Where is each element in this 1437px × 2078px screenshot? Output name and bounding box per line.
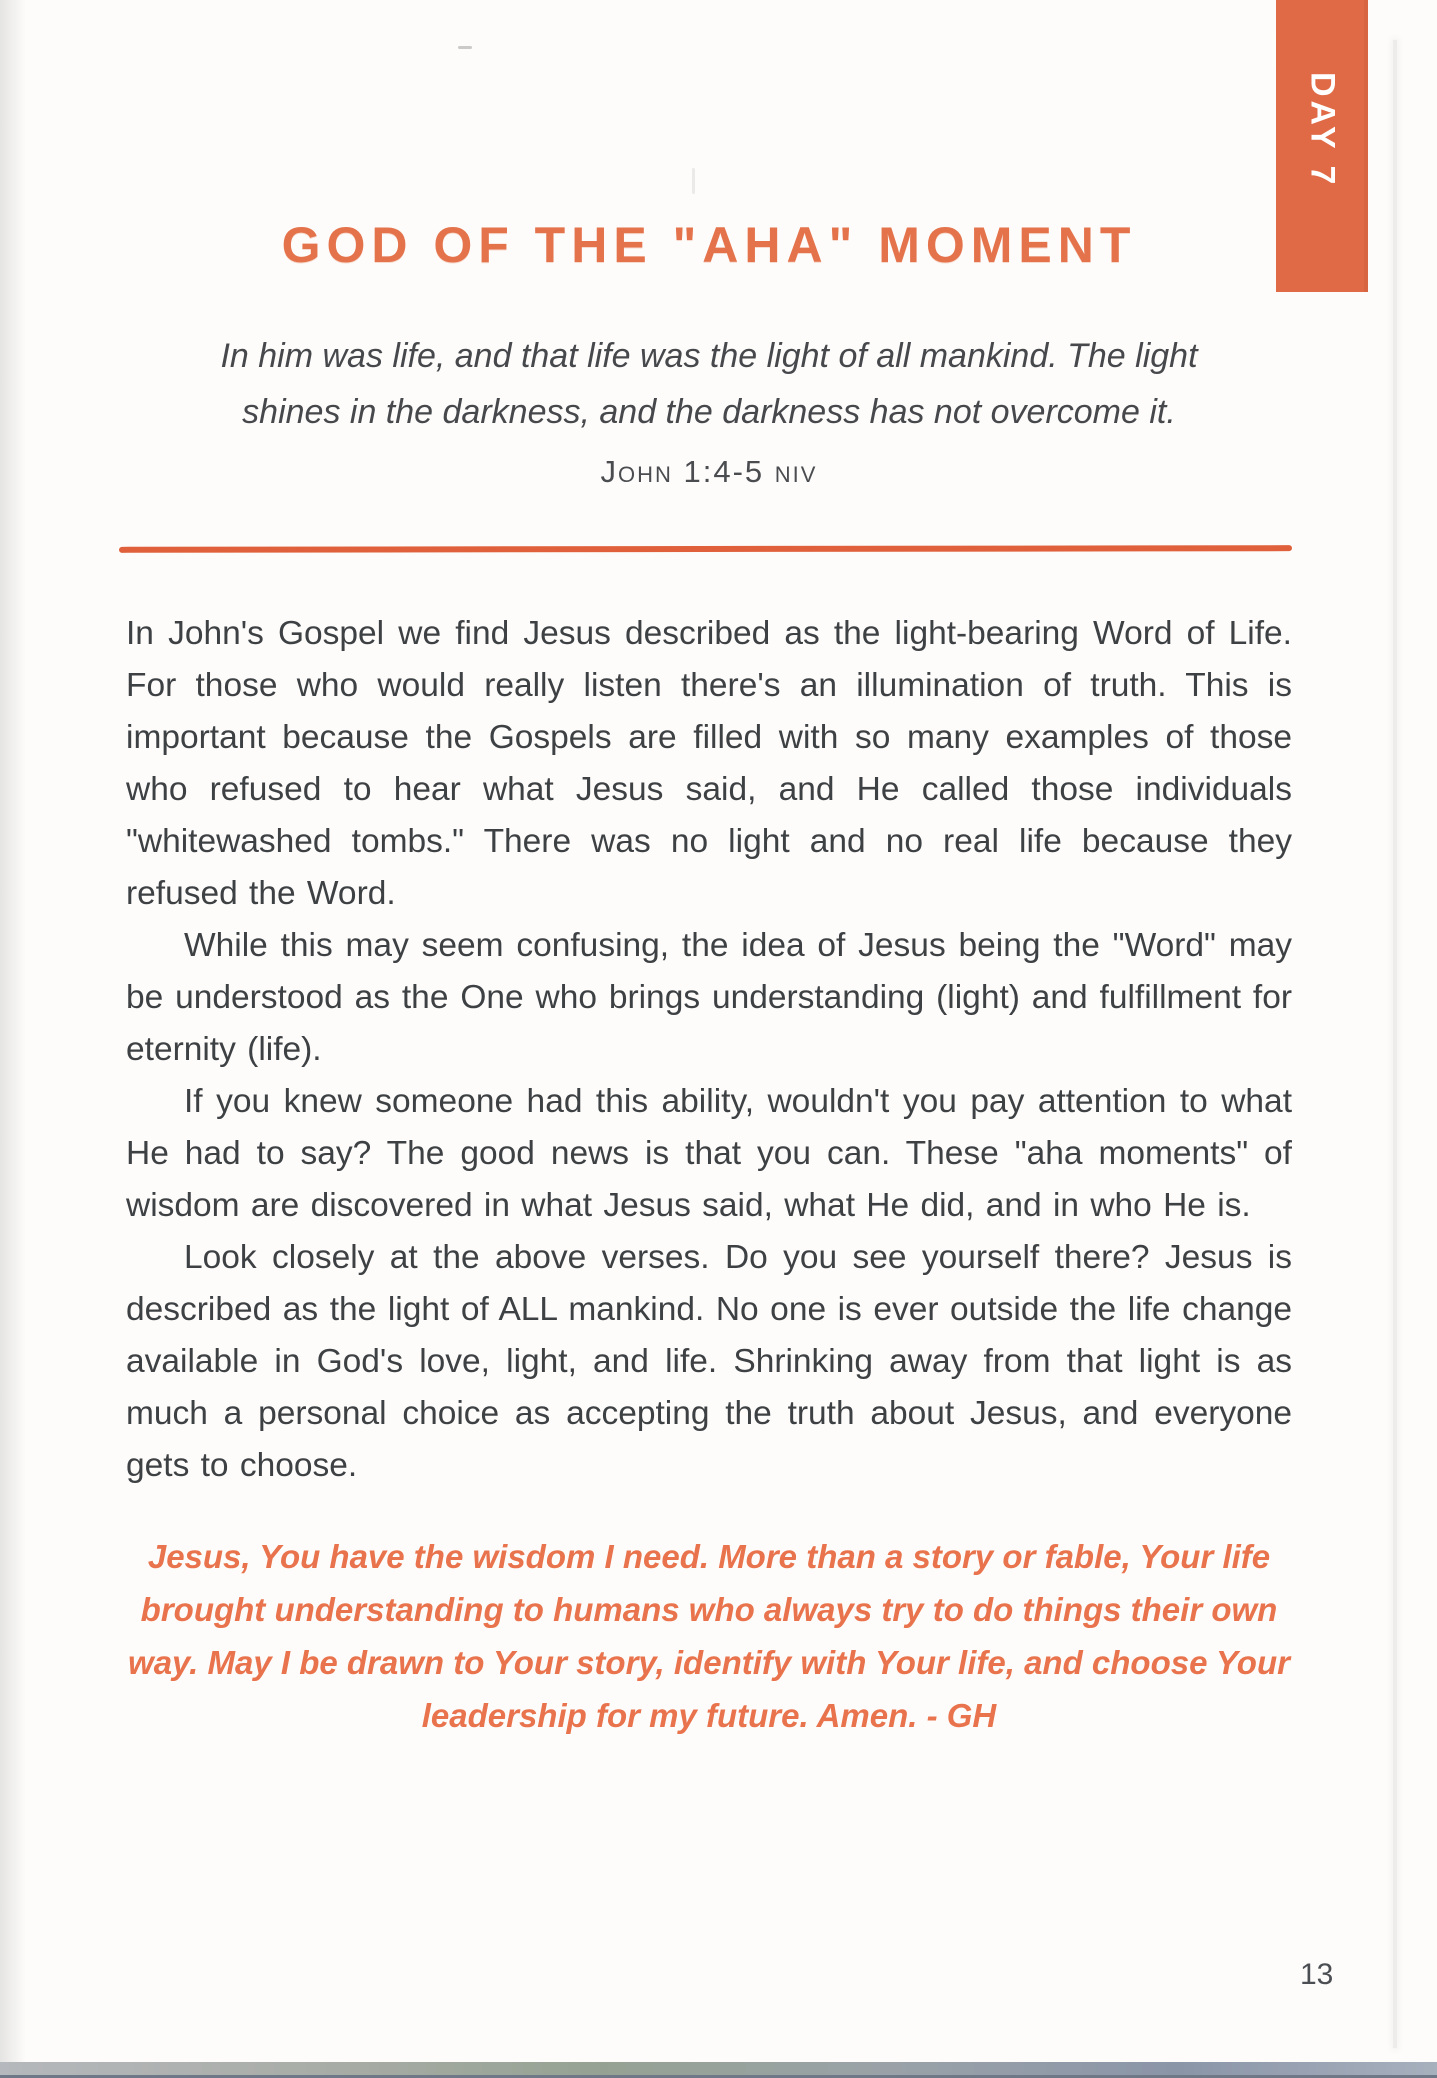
epigraph-line: shines in the darkness, and the darkness has not overcome it. — [242, 393, 1176, 431]
scan-edge-bottom — [0, 2062, 1437, 2078]
section-divider — [119, 545, 1292, 553]
paragraph: If you knew someone had this ability, wouldn't you pay attention to what He had to say? The good news is that you can. These "aha moments" of wisdom are discovered in what Jesus said, what He did, and in who He is. — [126, 1083, 1292, 1224]
page-title: GOD OF THE "AHA" MOMENT — [281, 217, 1137, 273]
prayer-text: Jesus, You have the wisdom I need. More than a story or fable, Your life brought understanding to humans who always try to do things their own way. May I be drawn to Your story, identify with Your life, and choose Your leadership for my future. Amen. - GH — [128, 1538, 1290, 1734]
body-text — [126, 608, 1292, 1492]
page-number: 13 — [1300, 1958, 1334, 1991]
epigraph — [126, 328, 1292, 500]
scripture-reference: John 1:4-5 niv — [600, 454, 818, 489]
paragraph: In John's Gospel we find Jesus described as the light-bearing Word of Life. For those who would really listen there's an illumination of truth. This is important because the Gospels are filled with so many examples of those who refused to hear what Jesus said, and He called those individuals "whitewashed tombs." There was no light and no real life because they refused the Word. — [126, 615, 1292, 912]
day-tab-label: DAY 7 — [1303, 72, 1342, 189]
epigraph-line: In him was life, and that life was the light of all mankind. The light — [220, 337, 1198, 375]
paragraph: Look closely at the above verses. Do you see yourself there? Jesus is described as the light of ALL mankind. No one is ever outside the life change available in God's love, light, and life. Shrinking away from that light is as much a personal choice as accepting the truth about Jesus, and everyone gets to choose. — [126, 1239, 1292, 1484]
paragraph: While this may seem confusing, the idea of Jesus being the "Word" may be understood as the One who brings understanding (light) and fulfillment for eternity (life). — [126, 927, 1292, 1068]
